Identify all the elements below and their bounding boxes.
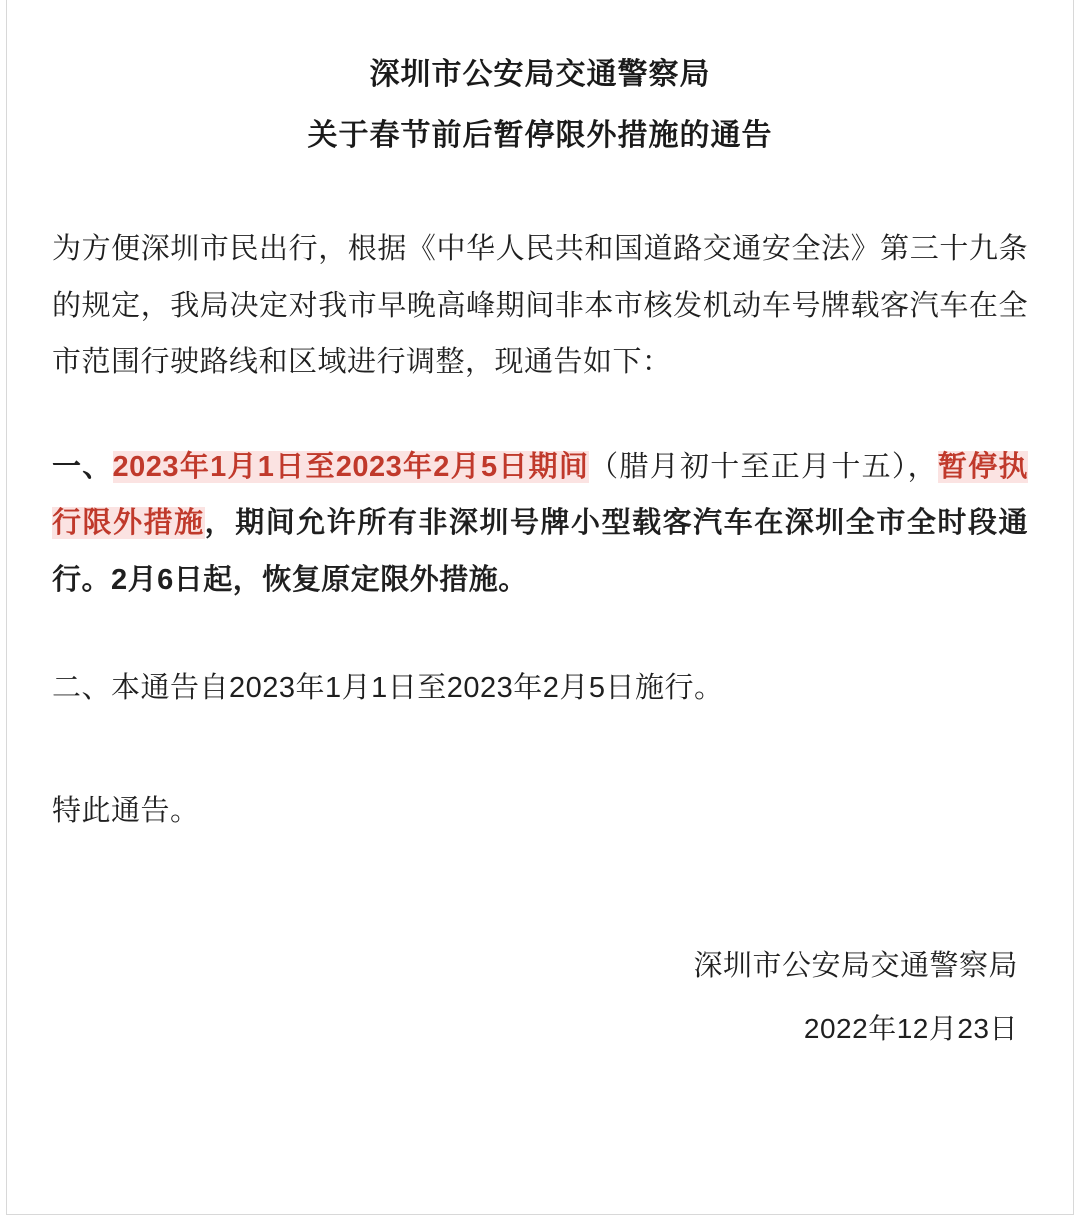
signature-block xyxy=(52,939,1028,1055)
closing-statement: 特此通告。 xyxy=(52,794,200,827)
document-content xyxy=(52,0,1028,1056)
clause-one-lunar-note: （腊月初十至正月十五）， xyxy=(589,450,938,483)
clause-one-highlight-suspension: 暂停执行限外措施 xyxy=(52,450,1028,540)
page-title: 深圳市公安局交通警察局 xyxy=(369,58,711,91)
clause-one xyxy=(52,439,1028,609)
page-subtitle: 关于春节前后暂停限外措施的通告 xyxy=(307,118,773,152)
signature-organization: 深圳市公安局交通警察局 xyxy=(693,950,1018,983)
clause-one-marker: 一、 xyxy=(52,450,113,483)
signature-date: 2022年12月23日 xyxy=(803,1013,1018,1045)
body-paragraph: 为方便深圳市民出行，根据《中华人民共和国道路交通安全法》第三十九条的规定，我局决定对我市早晚高峰期间非本市核发机动车号牌载客汽车在全市范围行驶路线和区域进行调整，现通告如下： xyxy=(52,233,1028,379)
document-title-block xyxy=(52,0,1028,159)
clause-one-highlight-dates: 2023年1月1日至2023年2月5日期间 xyxy=(112,450,590,483)
clause-two: 二、本通告自2023年1月1日至2023年2月5日施行。 xyxy=(52,672,724,705)
clause-one-remainder: ，期间允许所有非深圳号牌小型载客汽车在深圳全市全时段通行。2月6日起，恢复原定限外措施。 xyxy=(52,507,1028,596)
